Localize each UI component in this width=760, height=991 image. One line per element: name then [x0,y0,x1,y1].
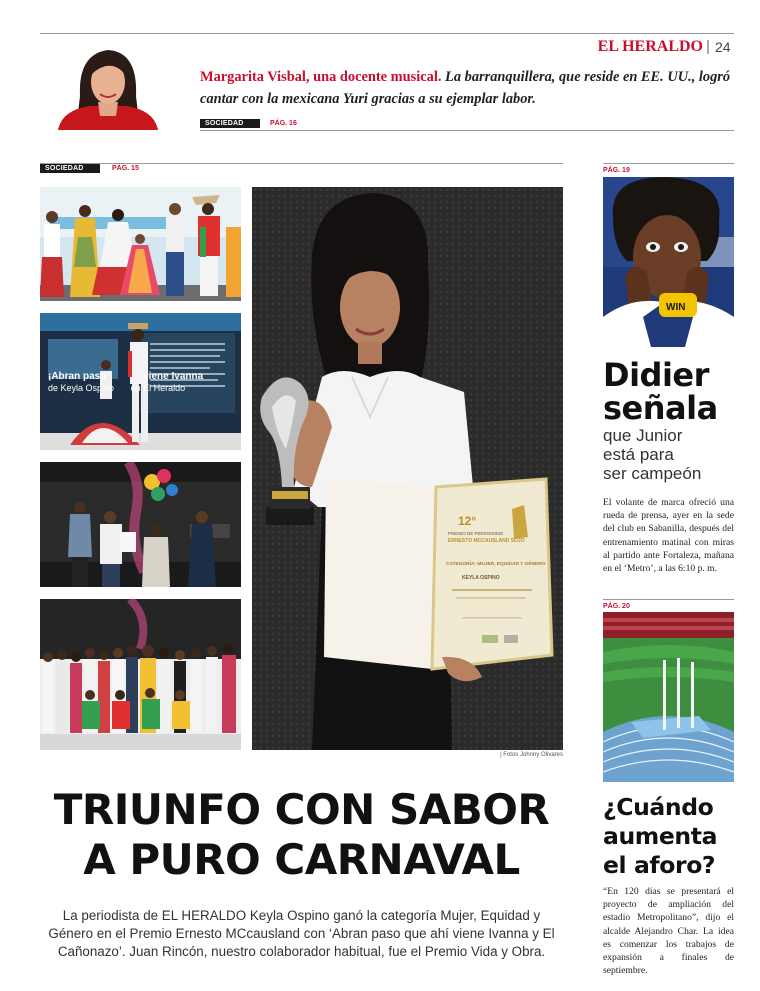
main-headline-line2: A PURO CARNAVAL [83,835,520,884]
masthead-separator: | [706,38,710,55]
sidebar1-headline[interactable] [603,356,743,427]
sidebar1-deck: que Junior está para ser campeón [603,426,702,483]
photo-metropolitano-stadium [603,612,734,782]
page-number: 24 [715,39,731,55]
sidebar1-headline-line2: señala [603,389,718,427]
main-page-ref[interactable]: PÁG. 15 [112,165,139,172]
sidebar2-page-ref[interactable]: PÁG. 20 [603,603,630,610]
diploma-number: 12° [458,514,477,528]
mic-label: WIN [666,302,686,313]
photo-keyla-ospino-award [252,187,563,750]
diploma-title1: PREMIO DE PERIODISMO [448,531,504,536]
teaser-headline[interactable]: Margarita Visbal, una docente musical. [200,69,442,85]
teaser-portrait [40,34,175,130]
sidebar1-top-rule [603,163,734,164]
sidebar2-headline-line3: el aforo? [603,851,716,879]
teaser-bottom-rule [200,130,734,131]
teaser-page-ref[interactable]: PÁG. 16 [270,120,297,127]
masthead-logo: EL HERALDO [597,38,703,55]
sidebar1-body: El volante de marca ofreció una rueda de prensa, ayer en la sede del club en Sabanilla, después del entrenamiento matinal con miras al partido ante Fortaleza, mañana en el ‘Metro’, a las 6:10 p. m. [603,497,734,575]
main-headline[interactable] [40,785,563,885]
photo-award-handover [40,462,241,587]
sidebar1-headline-line1: Didier [603,356,709,394]
sidebar2-body: “En 120 días se presentará el proyecto de ampliación del estadio Metropolitano”, dijo el alcalde Alejandro Char. La idea es comenzar los trabajos de expansión a finales de septiembre. [603,886,734,977]
main-headline-line1: TRIUNFO CON SABOR [53,785,550,834]
photo-didier-press [603,177,734,347]
teaser-section-tag: SOCIEDAD [200,119,260,128]
teaser-body: La barranquillera, que reside en EE. UU., logró cantar con la mexicana Yuri gracias a su ejemplar labor. [200,69,731,107]
diploma-recipient: KEYLA OSPINO [462,575,500,581]
diploma-category: CATEGORÍA: MUJER, EQUIDAD Y GÉNERO [446,562,546,567]
photo-couple-dancing [40,313,241,450]
photo-group-winners [40,599,241,750]
photo-credit: | Fotos Johnny Olivares [500,752,563,758]
main-section-tag: SOCIEDAD [40,164,100,173]
teaser-text [200,66,740,110]
sidebar2-headline[interactable] [603,793,743,880]
sidebar2-top-rule [603,599,734,600]
screen-text-line2: de Keyla Ospino en El Heraldo [48,383,186,393]
main-summary: La periodista de EL HERALDO Keyla Ospino ganó la categoría Mujer, Equidad y Género en el Premio Ernesto MCcausland con ‘Abran paso que ahí viene Ivanna y El Cañonazo’. Juan Rincón, nuestro colaborador habitual, fue el Premio Vida y Obra. [48,908,555,959]
sidebar1-page-ref[interactable]: PÁG. 19 [603,167,630,174]
sidebar2-headline-line1: ¿Cuándo [603,793,714,821]
photo-dancers-stage [40,187,241,301]
sidebar2-headline-line2: aumenta [603,822,718,850]
screen-text-line1: ¡Abran paso viene Ivanna [48,371,204,382]
diploma-title2: ERNESTO MCCAUSLAND SOJO [448,538,525,544]
